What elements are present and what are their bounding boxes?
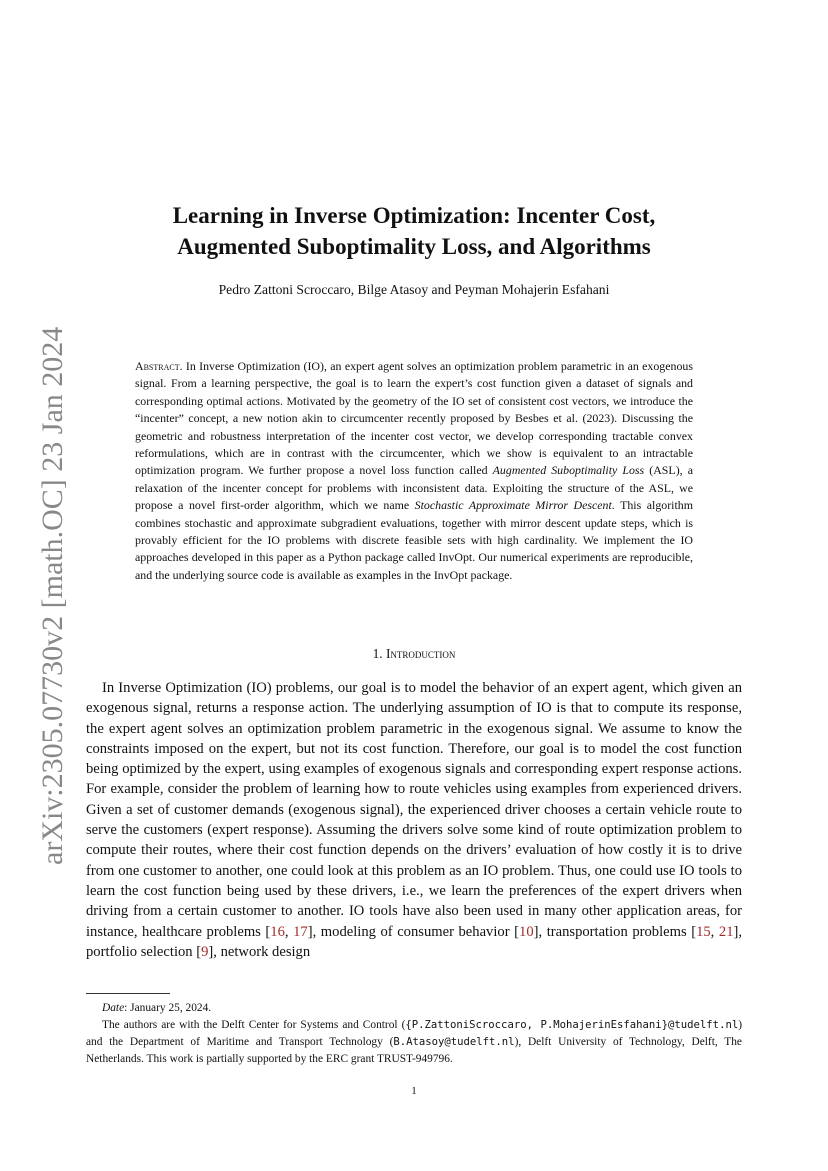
- citation-link[interactable]: 10: [519, 923, 534, 940]
- abstract-label: Abstract.: [135, 359, 183, 373]
- abstract-text-1: In Inverse Optimization (IO), an expert agent solves an optimization problem parametric in an exogenous signal. From a learning perspective, the goal is to learn the expert’s cost function given a dataset of signals and corresponding optimal actions. Motivated by the geometry of the IO set of consistent cost vectors, we introduce the “incenter” concept, a new notion akin to circumcenter recently proposed by Besbes et al. (2023). Discussing the geometric and robustness interpretation of the incenter cost vector, we develop corresponding tractable convex reformulations, which are in contrast with the circumcenter, which we show is equivalent to an intractable optimization program. We further propose a novel loss function called: [135, 359, 693, 478]
- author-emails[interactable]: {P.ZattoniScroccaro, P.MohajerinEsfahani}@tudelft.nl: [405, 1019, 739, 1031]
- footnote-rule: [86, 993, 170, 994]
- date-label: Date: [102, 1002, 125, 1014]
- intro-text-5: , network design: [213, 943, 311, 960]
- author-email[interactable]: B.Atasoy@tudelft.nl: [393, 1036, 515, 1048]
- citation-link[interactable]: 17: [293, 923, 308, 940]
- intro-text: In Inverse Optimization (IO) problems, our goal is to model the behavior of an expert agent, which given an exogenous signal, returns a response action. The underlying assumption of IO is that to compute its response, the expert agent solves an optimization problem parametric in the exogenous signal. We assume to know the constraints imposed on the expert, but not its cost function. Therefore, our goal is to model the cost function being optimized by the expert, using examples of exogenous signals and corresponding expert response actions. For example, consider the problem of learning how to route vehicles using examples from experienced drivers. Given a set of customer demands (exogenous signal), the experienced driver chooses a certain vehicle route to serve the customers (expert response). Assuming the drivers solve some kind of route optimization problem to compute their routes, where their cost function depends on the drivers’ evaluation of how costly it is to drive from one customer to another, one could look at this problem as an IO problem. Thus, one could use IO tools to learn the cost function being used by these drivers, i.e., we learn the preferences of the expert drivers when driving from a certain customer to another. IO tools have also been used in many other application areas, for instance, healthcare problems: [86, 680, 742, 940]
- abstract: [135, 358, 693, 584]
- arxiv-stamp: arXiv:2305.07730v2 [math.OC] 23 Jan 2024: [36, 326, 69, 865]
- date-value: : January 25, 2024.: [124, 1002, 212, 1014]
- paper-title: [80, 200, 748, 262]
- citation-link[interactable]: 21: [718, 923, 734, 940]
- section-heading: [80, 646, 748, 662]
- citation-link[interactable]: 9: [201, 943, 209, 960]
- page-number: 1: [411, 1085, 417, 1097]
- authors: Pedro Zattoni Scroccaro, Bilge Atasoy and Peyman Mohajerin Esfahani: [218, 282, 610, 297]
- citation-link[interactable]: 16: [270, 923, 285, 940]
- footnote: [86, 1000, 742, 1068]
- footnote-text-3: ), Delft University of Technology, Delft, The Netherlands. This work is partially supported by the ERC grant TRUST-949796.: [86, 1036, 742, 1065]
- intro-text-3: , transportation problems: [538, 923, 687, 940]
- title-line-2: Augmented Suboptimality Loss, and Algorithms: [177, 234, 651, 259]
- section-title: Introduction: [385, 646, 456, 661]
- intro-text-4: , portfolio selection: [86, 923, 743, 960]
- intro-text-2: , modeling of consumer behavior: [312, 923, 510, 940]
- intro-paragraph: In Inverse Optimization (IO) problems, our goal is to model the behavior of an expert agent, which given an exogenous signal, returns a response action. The underlying assumption of IO is that to compute its response, the expert agent solves an optimization problem parametric in the exogenous signal. We assume to know the constraints imposed on the expert, but not its cost function. Therefore, our goal is to model the cost function being optimized by the expert, using examples of exogenous signals and corresponding expert response actions. For example, consider the problem of learning how to route vehicles using examples from experienced drivers. Given a set of customer demands (exogenous signal), the experienced driver chooses a certain vehicle route to serve the customers (expert response). Assuming the drivers solve some kind of route optimization problem to compute their routes, where their cost function depends on the drivers’ evaluation of how costly it is to drive from one customer to another, one could look at this problem as an IO problem. Thus, one could use IO tools to learn the cost function being used by these drivers, i.e., we learn the preferences of the expert drivers when driving from a certain customer to another. IO tools have also been used in many other application areas, for instance, healthcare problems [16, 17], modeling of consumer behavior [10], transportation problems [15, 21], portfolio selection [9], network design: [86, 680, 743, 960]
- footnote-text-2: ) and the Department of Maritime and Transport Technology (: [86, 1019, 742, 1048]
- asl-term: Augmented Suboptimality Loss: [492, 463, 645, 478]
- citation-link[interactable]: 15: [696, 923, 711, 940]
- section-number: 1.: [372, 646, 383, 661]
- footnote-text-1: The authors are with the Delft Center for Systems and Control (: [102, 1019, 406, 1031]
- abstract-text-3: . This algorithm combines stochastic and approximate subgradient evaluations, together with mirror descent update steps, which is provably efficient for the IO problems with discrete feasible sets with high cardinality. We implement the IO approaches developed in this paper as a Python package called InvOpt. Our numerical experiments are reproducible, and the underlying source code is available as examples in the InvOpt package.: [135, 498, 693, 582]
- abstract-text-2: (ASL), a relaxation of the incenter concept for problems with inconsistent data. Exploiting the structure of the ASL, we propose a novel first-order algorithm, which we name: [135, 463, 693, 513]
- samd-term: Stochastic Approximate Mirror Descent: [414, 498, 612, 513]
- title-line-1: Learning in Inverse Optimization: Incenter Cost,: [172, 203, 656, 228]
